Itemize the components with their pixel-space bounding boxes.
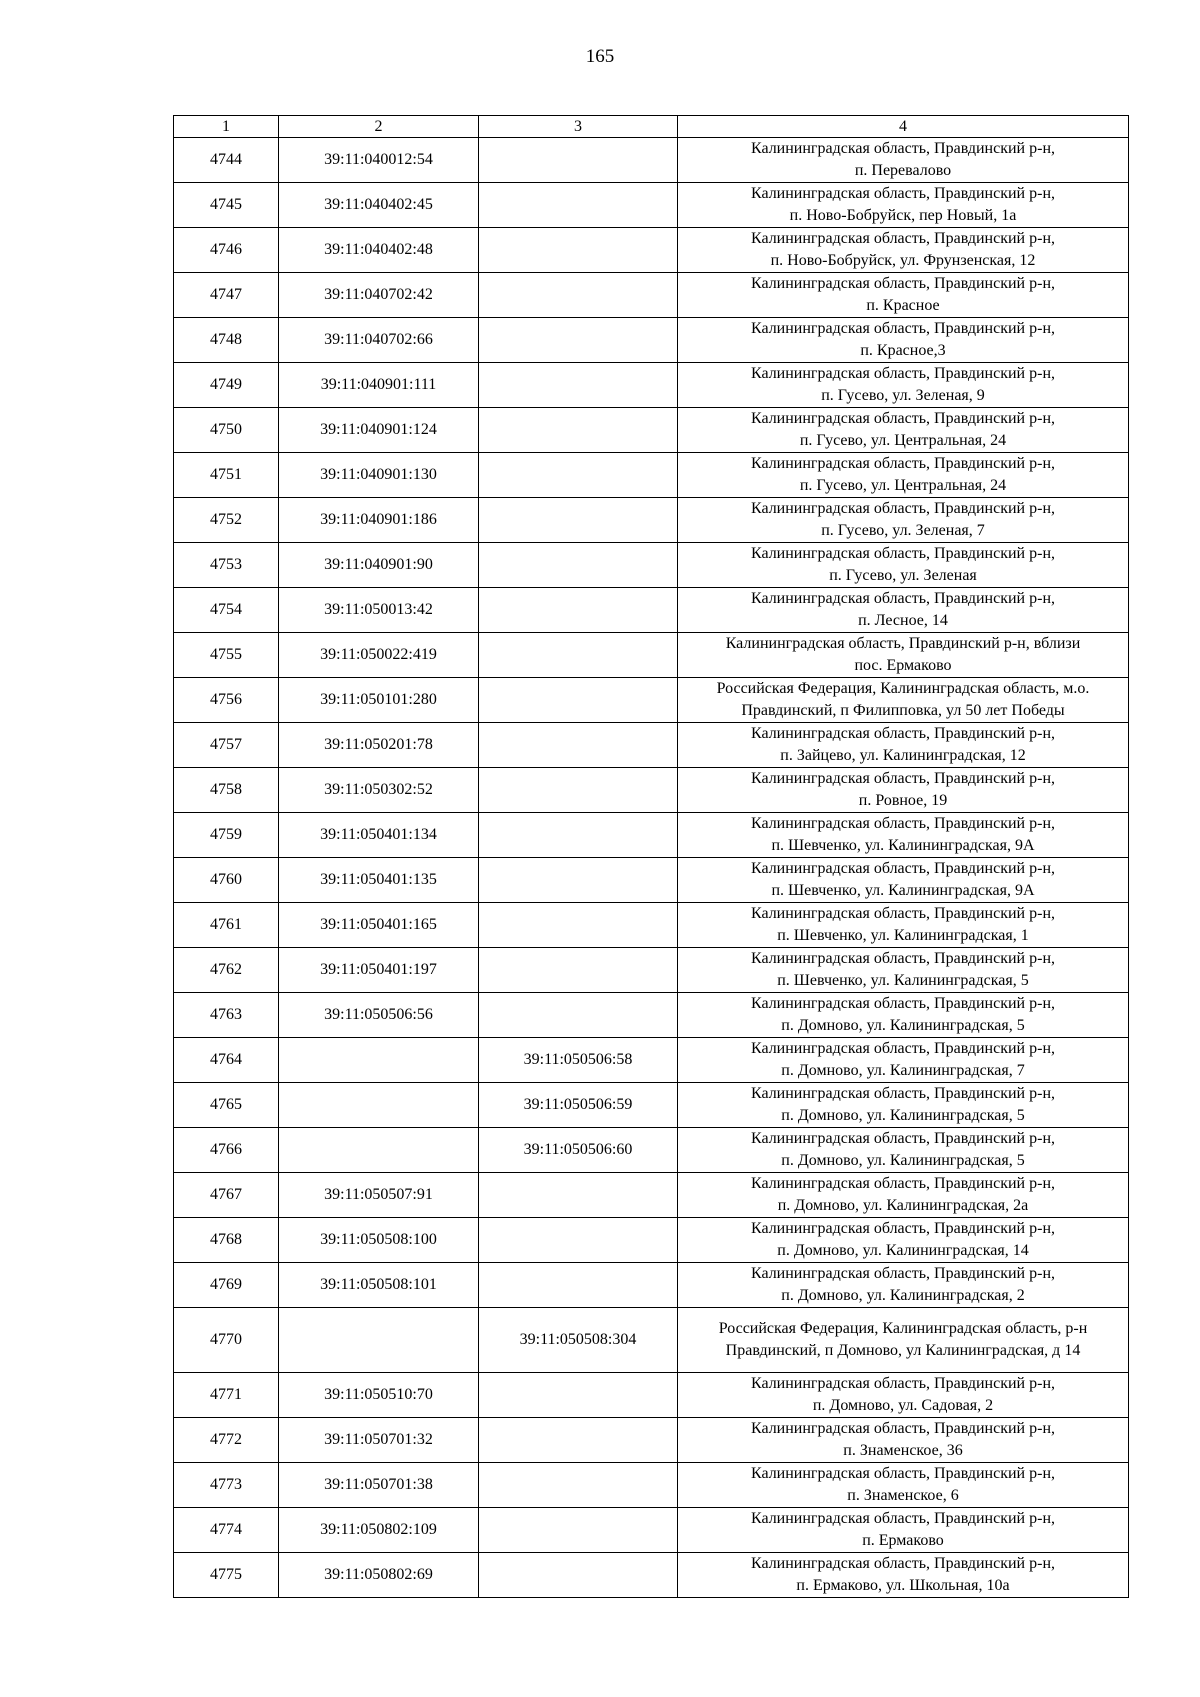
row-number-cell: 4758: [174, 768, 279, 813]
address-line-2: п. Шевченко, ул. Калининградская, 9А: [771, 882, 1035, 899]
table-row: [174, 858, 1129, 903]
cadastral-number-cell: 39:11:040012:54: [279, 138, 479, 183]
address-line-2: п. Лесное, 14: [858, 612, 948, 629]
address-line-1: Калининградская область, Правдинский р-н,: [750, 1040, 1056, 1057]
cadastral-number-cell: 39:11:050508:101: [279, 1263, 479, 1308]
cadastral-number-cell: 39:11:050701:38: [279, 1463, 479, 1508]
address-line-2: п. Шевченко, ул. Калининградская, 9А: [771, 837, 1035, 854]
address-line-2: п. Домново, ул. Калининградская, 5: [781, 1017, 1025, 1034]
address-line-1: Калининградская область, Правдинский р-н,: [750, 1130, 1056, 1147]
address-line-1: Калининградская область, Правдинский р-н,: [750, 860, 1056, 877]
address-cell: [678, 363, 1129, 408]
table-row: [174, 498, 1129, 543]
cadastral-number-cell: 39:11:050507:91: [279, 1173, 479, 1218]
table-row: [174, 1038, 1129, 1083]
related-cadastral-number-cell: [479, 1218, 678, 1263]
row-number-cell: 4765: [174, 1083, 279, 1128]
table-row: [174, 1263, 1129, 1308]
address-line-1: Калининградская область, Правдинский р-н,: [750, 590, 1056, 607]
header-row: [174, 116, 1129, 138]
address-line-1: Калининградская область, Правдинский р-н,: [750, 500, 1056, 517]
address-line-2: п. Гусево, ул. Зеленая: [829, 567, 977, 584]
related-cadastral-number-cell: [479, 1173, 678, 1218]
cadastral-number-cell: 39:11:040901:124: [279, 408, 479, 453]
address-line-1: Калининградская область, Правдинский р-н,: [750, 1085, 1056, 1102]
address-line-2: п. Зайцево, ул. Калининградская, 12: [780, 747, 1026, 764]
address-line-1: Калининградская область, Правдинский р-н,: [750, 905, 1056, 922]
address-line-1: Калининградская область, Правдинский р-н,: [750, 320, 1056, 337]
related-cadastral-number-cell: 39:11:050508:304: [479, 1308, 678, 1373]
related-cadastral-number-cell: [479, 633, 678, 678]
table-row: [174, 138, 1129, 183]
address-line-1: Калининградская область, Правдинский р-н,: [750, 815, 1056, 832]
related-cadastral-number-cell: [479, 678, 678, 723]
table-row: [174, 633, 1129, 678]
address-cell: [678, 408, 1129, 453]
cadastral-number-cell: 39:11:050401:197: [279, 948, 479, 993]
related-cadastral-number-cell: [479, 768, 678, 813]
address-cell: [678, 498, 1129, 543]
table-header: [174, 116, 1129, 138]
row-number-cell: 4754: [174, 588, 279, 633]
address-line-1: Калининградская область, Правдинский р-н,: [750, 230, 1056, 247]
header-col-2: 2: [279, 116, 479, 138]
address-line-2: п. Ново-Бобруйск, ул. Фрунзенская, 12: [770, 252, 1036, 269]
address-line-1: Калининградская область, Правдинский р-н,: [750, 455, 1056, 472]
table-row: [174, 993, 1129, 1038]
address-line-1: Калининградская область, Правдинский р-н,: [750, 185, 1056, 202]
row-number-cell: 4761: [174, 903, 279, 948]
cadastral-number-cell: 39:11:050401:165: [279, 903, 479, 948]
address-line-2: п. Красное: [866, 297, 940, 314]
registry-table: [173, 115, 1129, 1598]
row-number-cell: 4749: [174, 363, 279, 408]
cadastral-number-cell: 39:11:050510:70: [279, 1373, 479, 1418]
address-cell: [678, 453, 1129, 498]
address-cell: [678, 1418, 1129, 1463]
header-col-3: 3: [479, 116, 678, 138]
address-cell: [678, 318, 1129, 363]
address-line-2: п. Домново, ул. Калининградская, 14: [777, 1242, 1029, 1259]
row-number-cell: 4756: [174, 678, 279, 723]
table-row: [174, 543, 1129, 588]
table-row: [174, 183, 1129, 228]
address-cell: [678, 1263, 1129, 1308]
cadastral-number-cell: [279, 1128, 479, 1173]
address-line-2: п. Гусево, ул. Центральная, 24: [799, 432, 1007, 449]
address-cell: [678, 1373, 1129, 1418]
address-cell: [678, 1508, 1129, 1553]
cadastral-number-cell: 39:11:050701:32: [279, 1418, 479, 1463]
table-row: [174, 723, 1129, 768]
cadastral-number-cell: [279, 1038, 479, 1083]
related-cadastral-number-cell: [479, 183, 678, 228]
related-cadastral-number-cell: 39:11:050506:60: [479, 1128, 678, 1173]
address-cell: [678, 948, 1129, 993]
row-number-cell: 4775: [174, 1553, 279, 1598]
address-line-1: Калининградская область, Правдинский р-н,: [750, 1420, 1056, 1437]
address-cell: [678, 903, 1129, 948]
address-cell: [678, 1553, 1129, 1598]
cadastral-number-cell: 39:11:040901:90: [279, 543, 479, 588]
table-body: [174, 138, 1129, 1598]
address-line-1: Российская Федерация, Калининградская область, м.о.: [716, 680, 1090, 697]
cadastral-number-cell: 39:11:050101:280: [279, 678, 479, 723]
row-number-cell: 4752: [174, 498, 279, 543]
table-row: [174, 1128, 1129, 1173]
address-line-1: Калининградская область, Правдинский р-н, вблизи: [725, 635, 1081, 652]
address-line-2: Правдинский, п Филипповка, ул 50 лет Победы: [741, 702, 1065, 719]
cadastral-number-cell: 39:11:040702:42: [279, 273, 479, 318]
address-cell: [678, 1308, 1129, 1373]
cadastral-number-cell: 39:11:050013:42: [279, 588, 479, 633]
address-cell: [678, 633, 1129, 678]
table-row: [174, 768, 1129, 813]
address-line-2: п. Гусево, ул. Зеленая, 9: [821, 387, 985, 404]
table-row: [174, 273, 1129, 318]
related-cadastral-number-cell: [479, 273, 678, 318]
table-row: [174, 678, 1129, 723]
address-line-2: п. Ермаково: [862, 1532, 944, 1549]
address-line-1: Калининградская область, Правдинский р-н,: [750, 1510, 1056, 1527]
address-cell: [678, 273, 1129, 318]
related-cadastral-number-cell: [479, 1373, 678, 1418]
related-cadastral-number-cell: [479, 498, 678, 543]
row-number-cell: 4751: [174, 453, 279, 498]
address-line-2: п. Шевченко, ул. Калининградская, 1: [777, 927, 1029, 944]
address-line-2: п. Домново, ул. Садовая, 2: [812, 1397, 994, 1414]
address-line-1: Калининградская область, Правдинский р-н,: [750, 140, 1056, 157]
related-cadastral-number-cell: [479, 453, 678, 498]
address-cell: [678, 1128, 1129, 1173]
address-line-2: пос. Ермаково: [854, 657, 952, 674]
related-cadastral-number-cell: [479, 363, 678, 408]
table-row: [174, 453, 1129, 498]
address-cell: [678, 588, 1129, 633]
page-number: 165: [585, 46, 615, 67]
address-line-1: Калининградская область, Правдинский р-н,: [750, 1465, 1056, 1482]
address-line-2: п. Домново, ул. Калининградская, 5: [781, 1152, 1025, 1169]
address-cell: [678, 138, 1129, 183]
table-row: [174, 1173, 1129, 1218]
address-line-1: Калининградская область, Правдинский р-н,: [750, 1375, 1056, 1392]
row-number-cell: 4748: [174, 318, 279, 363]
address-cell: [678, 1083, 1129, 1128]
row-number-cell: 4774: [174, 1508, 279, 1553]
table-row: [174, 228, 1129, 273]
row-number-cell: 4744: [174, 138, 279, 183]
address-line-2: п. Домново, ул. Калининградская, 5: [781, 1107, 1025, 1124]
row-number-cell: 4768: [174, 1218, 279, 1263]
row-number-cell: 4745: [174, 183, 279, 228]
row-number-cell: 4763: [174, 993, 279, 1038]
row-number-cell: 4766: [174, 1128, 279, 1173]
table-row: [174, 588, 1129, 633]
related-cadastral-number-cell: [479, 858, 678, 903]
related-cadastral-number-cell: [479, 1263, 678, 1308]
cadastral-number-cell: 39:11:050802:69: [279, 1553, 479, 1598]
address-cell: [678, 228, 1129, 273]
address-cell: [678, 723, 1129, 768]
address-cell: [678, 858, 1129, 903]
address-line-2: п. Ермаково, ул. Школьная, 10а: [796, 1577, 1010, 1594]
address-line-2: п. Домново, ул. Калининградская, 7: [781, 1062, 1025, 1079]
row-number-cell: 4773: [174, 1463, 279, 1508]
address-line-1: Калининградская область, Правдинский р-н,: [750, 1220, 1056, 1237]
address-line-1: Калининградская область, Правдинский р-н,: [750, 1175, 1056, 1192]
row-number-cell: 4760: [174, 858, 279, 903]
address-line-2: п. Ново-Бобруйск, пер Новый, 1а: [789, 207, 1017, 224]
row-number-cell: 4747: [174, 273, 279, 318]
address-cell: [678, 1218, 1129, 1263]
row-number-cell: 4772: [174, 1418, 279, 1463]
table-row: [174, 903, 1129, 948]
related-cadastral-number-cell: [479, 1418, 678, 1463]
cadastral-number-cell: 39:11:050201:78: [279, 723, 479, 768]
address-line-1: Российская Федерация, Калининградская область, р-н: [718, 1320, 1088, 1337]
table-row: [174, 1418, 1129, 1463]
cadastral-number-cell: 39:11:050802:109: [279, 1508, 479, 1553]
related-cadastral-number-cell: [479, 138, 678, 183]
cadastral-number-cell: 39:11:040402:48: [279, 228, 479, 273]
related-cadastral-number-cell: [479, 813, 678, 858]
address-line-2: п. Гусево, ул. Зеленая, 7: [821, 522, 985, 539]
address-line-2: п. Ровное, 19: [858, 792, 948, 809]
cadastral-number-cell: 39:11:040901:186: [279, 498, 479, 543]
cadastral-number-cell: 39:11:050401:135: [279, 858, 479, 903]
address-line-1: Калининградская область, Правдинский р-н,: [750, 410, 1056, 427]
address-line-2: п. Знаменское, 36: [843, 1442, 963, 1459]
cadastral-number-cell: 39:11:050506:56: [279, 993, 479, 1038]
row-number-cell: 4762: [174, 948, 279, 993]
header-col-4: 4: [678, 116, 1129, 138]
address-cell: [678, 183, 1129, 228]
cadastral-number-cell: 39:11:040901:130: [279, 453, 479, 498]
row-number-cell: 4771: [174, 1373, 279, 1418]
cadastral-number-cell: 39:11:050401:134: [279, 813, 479, 858]
table-row: [174, 318, 1129, 363]
row-number-cell: 4757: [174, 723, 279, 768]
address-line-2: п. Шевченко, ул. Калининградская, 5: [777, 972, 1029, 989]
cadastral-number-cell: 39:11:050302:52: [279, 768, 479, 813]
table-row: [174, 1218, 1129, 1263]
address-cell: [678, 813, 1129, 858]
address-line-2: п. Перевалово: [854, 162, 952, 179]
address-line-1: Калининградская область, Правдинский р-н,: [750, 275, 1056, 292]
row-number-cell: 4750: [174, 408, 279, 453]
table-row: [174, 363, 1129, 408]
address-cell: [678, 1173, 1129, 1218]
table-row: [174, 1083, 1129, 1128]
related-cadastral-number-cell: [479, 588, 678, 633]
related-cadastral-number-cell: [479, 948, 678, 993]
table-row: [174, 408, 1129, 453]
cadastral-number-cell: 39:11:040402:45: [279, 183, 479, 228]
address-line-1: Калининградская область, Правдинский р-н,: [750, 1555, 1056, 1572]
related-cadastral-number-cell: [479, 1553, 678, 1598]
cadastral-number-cell: [279, 1308, 479, 1373]
related-cadastral-number-cell: [479, 543, 678, 588]
row-number-cell: 4769: [174, 1263, 279, 1308]
address-cell: [678, 1463, 1129, 1508]
related-cadastral-number-cell: [479, 228, 678, 273]
cadastral-number-cell: [279, 1083, 479, 1128]
table-row: [174, 813, 1129, 858]
address-cell: [678, 543, 1129, 588]
address-line-1: Калининградская область, Правдинский р-н,: [750, 545, 1056, 562]
address-line-1: Калининградская область, Правдинский р-н,: [750, 950, 1056, 967]
address-line-2: п. Гусево, ул. Центральная, 24: [799, 477, 1007, 494]
address-line-1: Калининградская область, Правдинский р-н,: [750, 725, 1056, 742]
address-line-1: Калининградская область, Правдинский р-н,: [750, 365, 1056, 382]
table-row: [174, 1553, 1129, 1598]
address-line-2: п. Домново, ул. Калининградская, 2: [781, 1287, 1025, 1304]
related-cadastral-number-cell: 39:11:050506:58: [479, 1038, 678, 1083]
table-row: [174, 1508, 1129, 1553]
address-line-1: Калининградская область, Правдинский р-н,: [750, 770, 1056, 787]
address-line-2: п. Знаменское, 6: [847, 1487, 959, 1504]
related-cadastral-number-cell: [479, 723, 678, 768]
table-row: [174, 1463, 1129, 1508]
cadastral-number-cell: 39:11:040702:66: [279, 318, 479, 363]
address-line-2: п. Красное,3: [860, 342, 946, 359]
address-cell: [678, 768, 1129, 813]
related-cadastral-number-cell: [479, 408, 678, 453]
cadastral-number-cell: 39:11:050508:100: [279, 1218, 479, 1263]
row-number-cell: 4767: [174, 1173, 279, 1218]
related-cadastral-number-cell: 39:11:050506:59: [479, 1083, 678, 1128]
address-line-1: Калининградская область, Правдинский р-н,: [750, 1265, 1056, 1282]
related-cadastral-number-cell: [479, 318, 678, 363]
row-number-cell: 4755: [174, 633, 279, 678]
address-line-1: Калининградская область, Правдинский р-н,: [750, 995, 1056, 1012]
address-line-2: Правдинский, п Домново, ул Калининградская, д 14: [725, 1342, 1081, 1359]
related-cadastral-number-cell: [479, 1508, 678, 1553]
table-row: [174, 1308, 1129, 1373]
table-row: [174, 948, 1129, 993]
row-number-cell: 4753: [174, 543, 279, 588]
related-cadastral-number-cell: [479, 1463, 678, 1508]
address-cell: [678, 993, 1129, 1038]
address-cell: [678, 1038, 1129, 1083]
row-number-cell: 4764: [174, 1038, 279, 1083]
related-cadastral-number-cell: [479, 993, 678, 1038]
cadastral-number-cell: 39:11:050022:419: [279, 633, 479, 678]
related-cadastral-number-cell: [479, 903, 678, 948]
row-number-cell: 4759: [174, 813, 279, 858]
row-number-cell: 4770: [174, 1308, 279, 1373]
row-number-cell: 4746: [174, 228, 279, 273]
address-cell: [678, 678, 1129, 723]
cadastral-number-cell: 39:11:040901:111: [279, 363, 479, 408]
address-line-2: п. Домново, ул. Калининградская, 2а: [777, 1197, 1029, 1214]
header-col-1: 1: [174, 116, 279, 138]
table-row: [174, 1373, 1129, 1418]
